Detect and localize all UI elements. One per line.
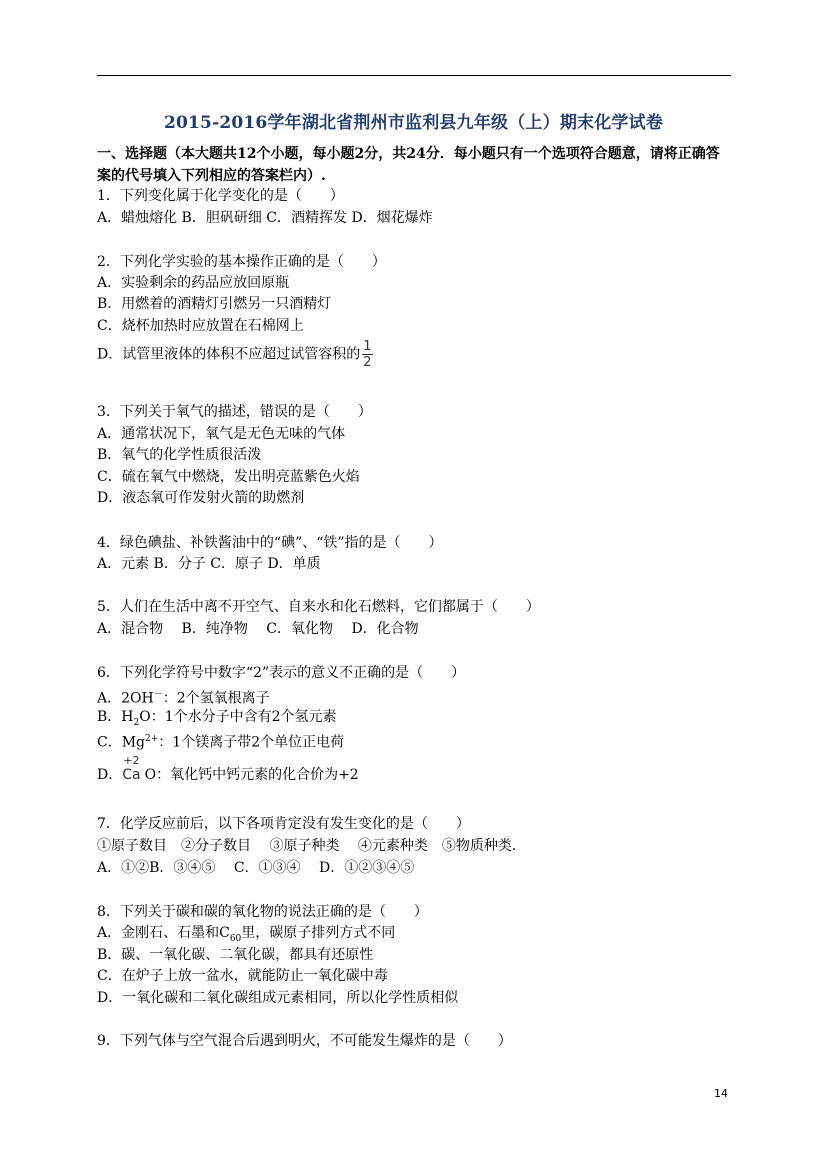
q5-options: A．混合物 B．纯净物 C．氧化物 D．化合物 xyxy=(97,621,419,637)
q6-b-subscript: 2 xyxy=(133,717,140,728)
q8-a-subscript: 60 xyxy=(229,933,242,944)
q6-option-b xyxy=(97,708,337,732)
q6-option-c xyxy=(97,730,344,752)
fraction-denominator: 2 xyxy=(363,355,372,370)
q1-stem: 1．下列变化属于化学变化的是（ ） xyxy=(97,188,344,204)
q8-option-d: D．一氧化碳和二氧化碳组成元素相同，所以化学性质相似 xyxy=(97,990,459,1006)
q2-option-c: C．烧杯加热时应放置在石棉网上 xyxy=(97,318,304,334)
q6-option-d xyxy=(97,754,359,784)
q2-option-b: B．用燃着的酒精灯引燃另一只酒精灯 xyxy=(97,296,332,312)
q7-items: ①原子数目 ②分子数目 ③原子种类 ④元素种类 ⑤物质种类． xyxy=(97,838,526,854)
header-rule xyxy=(97,75,731,76)
q6-d-text: O：氧化钙中钙元素的化合价为+2 xyxy=(144,767,359,783)
q3-stem: 3．下列关于氧气的描述，错误的是（ ） xyxy=(97,404,372,420)
q8-stem: 8．下列关于碳和碳的氧化物的说法正确的是（ ） xyxy=(97,904,428,920)
q6-option-a xyxy=(97,686,270,708)
q6-c-formula: C．Mg xyxy=(97,734,146,751)
valence-element: Ca xyxy=(122,767,141,783)
q6-c-text: ：1个镁离子带2个单位正电荷 xyxy=(158,734,345,751)
q8-a-text: A．金刚石、石墨和C xyxy=(97,925,230,941)
q3-option-c: C．硫在氧气中燃烧，发出明亮蓝紫色火焰 xyxy=(97,469,360,485)
q6-d-label: D． xyxy=(97,767,123,783)
page-number: 14 xyxy=(714,1087,728,1100)
valence-notation xyxy=(122,754,141,784)
fraction-one-half xyxy=(362,339,372,370)
q5-stem: 5．人们在生活中离不开空气、自来水和化石燃料，它们都属于（ ） xyxy=(97,599,540,615)
page-title: 2015-2016学年湖北省荆州市监利县九年级（上）期末化学试卷 xyxy=(163,113,664,133)
section-heading: 一、选择题（本大题共12个小题，每小题2分，共24分．每小题只有一个选项符合题意，请将正确答案的代号填入下列相应的答案栏内）. xyxy=(97,146,720,184)
q4-options: A．元素 B．分子 C．原子 D．单质 xyxy=(97,556,321,572)
q6-b-text: O：1个水分子中含有2个氢元素 xyxy=(139,709,337,725)
q3-option-d: D．液态氧可作发射火箭的助燃剂 xyxy=(97,490,305,506)
q2-stem: 2．下列化学实验的基本操作正确的是（ ） xyxy=(97,254,386,270)
q3-option-b: B．氧气的化学性质很活泼 xyxy=(97,447,262,463)
q8-option-a xyxy=(97,924,395,948)
q1-options: A．蜡烛熔化 B．胆矾研细 C．酒精挥发 D．烟花爆炸 xyxy=(97,210,433,226)
q2-option-a: A．实验剩余的药品应放回原瓶 xyxy=(97,275,290,291)
q2-option-d xyxy=(97,339,373,370)
q8-option-b: B．碳、一氧化碳、二氧化碳，都具有还原性 xyxy=(97,947,374,963)
valence-number: +2 xyxy=(123,754,140,767)
q6-a-text: ：2个氢氧根离子 xyxy=(162,690,270,707)
q6-a-formula: A．2OH xyxy=(97,690,154,707)
q7-options: A．①②B．③④⑤ C．①③④ D．①②③④⑤ xyxy=(97,860,415,876)
fraction-numerator: 1 xyxy=(363,339,372,354)
q7-stem: 7．化学反应前后，以下各项肯定没有发生变化的是（ ） xyxy=(97,816,470,832)
q2-option-d-text: D．试管里液体的体积不应超过试管容积的 xyxy=(97,346,361,363)
q8-a-rest: 里，碳原子排列方式不同 xyxy=(241,925,396,941)
q9-stem: 9．下列气体与空气混合后遇到明火，不可能发生爆炸的是（ ） xyxy=(97,1033,512,1049)
q6-b-formula: B．H xyxy=(97,709,134,725)
q6-c-charge: 2+ xyxy=(145,734,159,744)
q8-option-c: C．在炉子上放一盆水，就能防止一氧化碳中毒 xyxy=(97,968,388,984)
q6-stem: 6．下列化学符号中数字“2”表示的意义不正确的是（ ） xyxy=(97,665,466,681)
q6-a-charge: － xyxy=(153,690,163,700)
q4-stem: 4．绿色碘盐、补铁酱油中的“碘”、“铁”指的是（ ） xyxy=(97,535,443,551)
q3-option-a: A．通常状况下，氧气是无色无味的气体 xyxy=(97,426,346,442)
